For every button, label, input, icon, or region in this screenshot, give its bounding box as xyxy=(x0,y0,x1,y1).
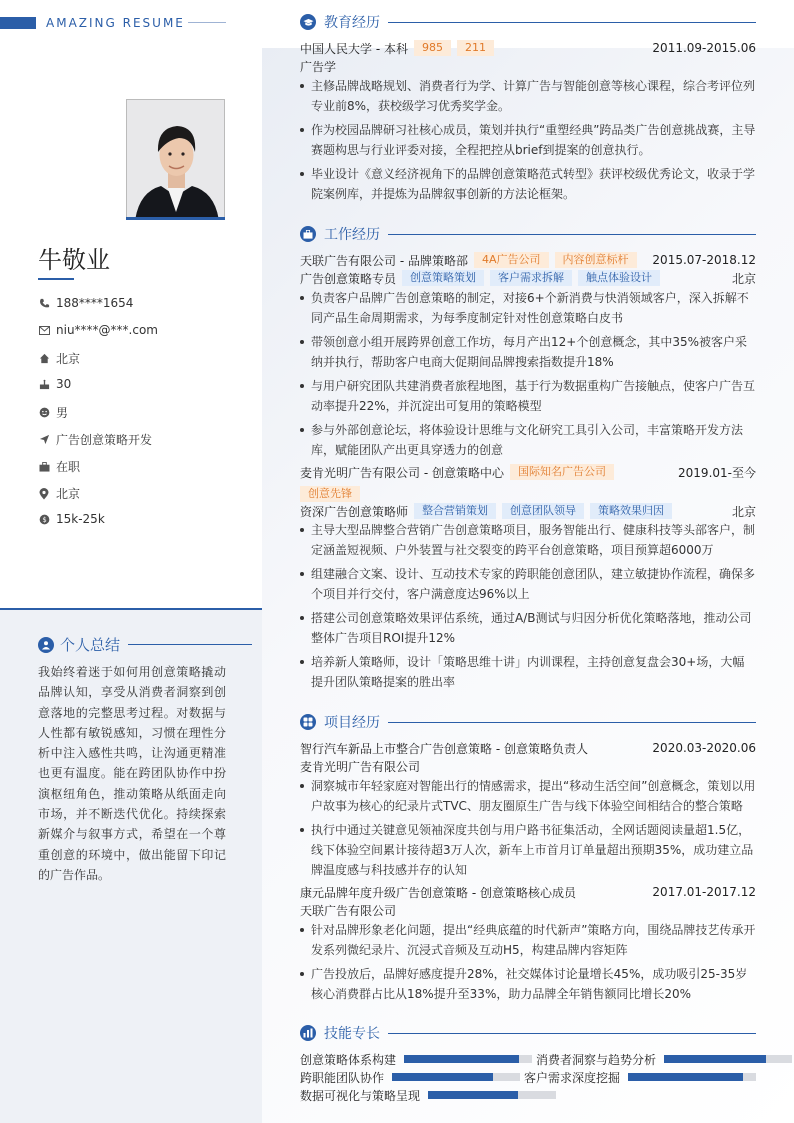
job-position-row xyxy=(300,269,756,287)
skill-bar xyxy=(628,1073,756,1081)
section-line xyxy=(388,234,756,235)
skill-name: 跨职能团队协作 xyxy=(300,1070,385,1085)
summary-title: 个人总结 xyxy=(60,636,121,654)
info-intention xyxy=(38,431,152,448)
school-tag: 985 xyxy=(414,40,451,56)
education-bullets xyxy=(300,76,756,208)
skill-name: 客户需求深度挖掘 xyxy=(524,1070,621,1085)
brand-accent-bar xyxy=(0,17,36,29)
skill-bar-fill xyxy=(628,1073,743,1081)
briefcase-icon xyxy=(38,461,50,473)
job-company-row xyxy=(300,251,756,269)
briefcase-icon xyxy=(300,226,316,242)
job-bullets xyxy=(300,288,756,464)
list-item: 毕业设计《意义经济视角下的品牌创意策略范式转型》获评校级优秀论文，收录于学院案例库，并提炼为品牌叙事创新的方法论框架。 xyxy=(300,164,756,204)
skill-bar xyxy=(428,1091,556,1099)
skill-bar xyxy=(392,1073,520,1081)
skill-bar-fill xyxy=(664,1055,766,1063)
money-icon xyxy=(38,513,50,525)
brand-title: AMAZING RESUME xyxy=(46,16,185,30)
info-text: 在职 xyxy=(56,460,81,474)
projects-title: 项目经历 xyxy=(324,715,380,731)
job-company: 天联广告有限公司 - 品牌策略部 xyxy=(300,253,468,268)
project-company-row xyxy=(300,757,756,775)
summary-title-line xyxy=(128,644,252,645)
list-item: 与用户研究团队共建消费者旅程地图，基于行为数据重构广告接触点，使客户广告互动率提升22%，并沉淀出可复用的策略模型 xyxy=(300,376,756,416)
face-icon xyxy=(38,407,50,419)
info-phone xyxy=(38,296,133,310)
company-tag: 内容创意标杆 xyxy=(555,252,637,268)
school-tag: 211 xyxy=(457,40,494,56)
info-text: 北京 xyxy=(56,352,81,366)
skill-bar xyxy=(664,1055,792,1063)
project-name-row xyxy=(300,739,756,757)
info-text: 188****1654 xyxy=(56,296,134,310)
education-major-row xyxy=(300,57,756,75)
job-bullets xyxy=(300,520,756,696)
info-home xyxy=(38,350,80,367)
list-item: 执行中通过关键意见领袖深度共创与用户路书征集活动，全网话题阅读量超1.5亿，线下体验空间累计接待超3万人次，新车上市首月订单量超出预期35%，成功建立品牌温度感与科技感并存的认知 xyxy=(300,820,756,880)
list-item: 针对品牌形象老化问题，提出“经典底蕴的时代新声”策略方向，围绕品牌技艺传承开发系列微纪录片、沉浸式音频及互动H5，构建品牌内容矩阵 xyxy=(300,920,756,960)
info-gender xyxy=(38,404,68,421)
photo-accent-bar xyxy=(126,217,225,220)
project-company: 麦肯光明广告有限公司 xyxy=(300,759,421,774)
company-tag: 创意先锋 xyxy=(300,486,360,502)
school-name: 中国人民大学 - 本科 xyxy=(300,41,408,56)
skill-item xyxy=(524,1069,756,1085)
position-tag: 整合营销策划 xyxy=(414,503,496,519)
skill-name: 数据可视化与策略呈现 xyxy=(300,1088,421,1103)
section-line xyxy=(388,22,756,23)
project-name-row xyxy=(300,883,756,901)
list-item: 洞察城市年轻家庭对智能出行的情感需求，提出“移动生活空间”创意概念，策划以用户故事为核心的纪录片式TVC、朋友圈原生广告与线下体验空间相结合的整合策略 xyxy=(300,776,756,816)
job-city: 北京 xyxy=(731,504,756,519)
skill-name: 创意策略体系构建 xyxy=(300,1052,397,1067)
education-school-row xyxy=(300,39,756,57)
company-tag: 国际知名广告公司 xyxy=(510,464,614,480)
job-position: 资深广告创意策略师 xyxy=(300,504,409,519)
list-item: 参与外部创意论坛，将体验设计思维与文化研究工具引入公司，丰富策略开发方法库，赋能团队产出更具穿透力的创意 xyxy=(300,420,756,460)
location-pin-icon xyxy=(38,488,50,500)
project-bullets xyxy=(300,920,756,1008)
education-date: 2011.09-2015.06 xyxy=(652,41,756,55)
info-age xyxy=(38,377,71,391)
user-icon xyxy=(38,637,54,653)
job-date: 2015.07-2018.12 xyxy=(652,253,756,267)
mail-icon xyxy=(38,324,50,336)
grid-icon xyxy=(300,714,316,730)
profile-name: 牛敬业 xyxy=(38,246,110,274)
phone-icon xyxy=(38,297,50,309)
summary-panel-divider xyxy=(0,608,262,610)
project-name: 智行汽车新品上市整合广告创意策略 - 创意策略负责人 xyxy=(300,741,588,756)
position-tag: 创意团队领导 xyxy=(502,503,584,519)
graduation-cap-icon xyxy=(300,14,316,30)
list-item: 组建融合文案、设计、互动技术专家的跨职能创意团队，建立敏捷协作流程，确保多个项目并行交付，客户满意度达96%以上 xyxy=(300,564,756,604)
position-tag: 触点体验设计 xyxy=(578,270,660,286)
info-text: 30 xyxy=(56,377,72,391)
company-tag: 4A广告公司 xyxy=(474,252,549,268)
project-company: 天联广告有限公司 xyxy=(300,903,397,918)
job-company-tags-row xyxy=(300,485,756,503)
info-text: 男 xyxy=(56,406,69,420)
brand-divider xyxy=(188,22,226,23)
project-company-row xyxy=(300,901,756,919)
position-tag: 客户需求拆解 xyxy=(490,270,572,286)
job-company: 麦肯光明广告有限公司 - 创意策略中心 xyxy=(300,465,504,480)
project-date: 2020.03-2020.06 xyxy=(652,741,756,755)
skill-bar-fill xyxy=(428,1091,518,1099)
project-name: 康元品牌年度升级广告创意策略 - 创意策略核心成员 xyxy=(300,885,576,900)
info-email xyxy=(38,323,158,337)
info-status xyxy=(38,458,80,475)
job-city: 北京 xyxy=(731,271,756,286)
info-text: 广告创意策略开发 xyxy=(56,433,153,447)
info-text: niu****@***.com xyxy=(56,323,158,337)
skill-name: 消费者洞察与趋势分析 xyxy=(536,1052,657,1067)
list-item: 培养新人策略师，设计「策略思维十讲」内训课程，主持创意复盘会30+场，大幅提升团队策略提案的胜出率 xyxy=(300,652,756,692)
skills-heading xyxy=(300,1023,756,1043)
info-salary xyxy=(38,512,105,526)
list-item: 广告投放后，品牌好感度提升28%，社交媒体讨论量增长45%，成功吸引25-35岁核心消费群占比从18%提升至33%，助力品牌全年销售额同比增长20% xyxy=(300,964,756,1004)
skill-item xyxy=(536,1051,792,1067)
work-heading xyxy=(300,224,756,244)
project-bullets xyxy=(300,776,756,884)
education-heading xyxy=(300,12,756,32)
major: 广告学 xyxy=(300,59,337,74)
section-line xyxy=(388,722,756,723)
cake-icon xyxy=(38,378,50,390)
info-text: 15k-25k xyxy=(56,512,105,526)
svg-text:$: $ xyxy=(41,515,47,524)
list-item: 负责客户品牌广告创意策略的制定，对接6+个新消费与快消领域客户，深入拆解不同产品生命周期需求，为每季度制定针对性创意策略白皮书 xyxy=(300,288,756,328)
skill-item xyxy=(300,1069,520,1085)
skills-title: 技能专长 xyxy=(324,1026,380,1042)
portrait-illustration xyxy=(127,100,225,220)
info-city xyxy=(38,485,80,502)
skill-bar-fill xyxy=(404,1055,519,1063)
job-position: 广告创意策略专员 xyxy=(300,271,397,286)
send-icon xyxy=(38,434,50,446)
summary-heading xyxy=(38,634,252,655)
project-date: 2017.01-2017.12 xyxy=(652,885,756,899)
list-item: 主导大型品牌整合营销广告创意策略项目，服务智能出行、健康科技等头部客户，制定涵盖短视频、户外装置与社交裂变的跨平台创意策略，项目预算超6000万 xyxy=(300,520,756,560)
skill-item xyxy=(300,1051,532,1067)
education-title: 教育经历 xyxy=(324,15,380,31)
job-position-row xyxy=(300,502,756,520)
profile-photo xyxy=(126,99,225,220)
work-title: 工作经历 xyxy=(324,227,380,243)
job-company-row xyxy=(300,463,756,481)
name-underline xyxy=(38,278,74,280)
list-item: 作为校园品牌研习社核心成员，策划并执行“重塑经典”跨品类广告创意挑战赛，主导赛题构思与行业评委对接，全程把控从brief到提案的创意执行。 xyxy=(300,120,756,160)
home-icon xyxy=(38,353,50,365)
info-text: 北京 xyxy=(56,487,81,501)
skill-bar xyxy=(404,1055,532,1063)
bar-chart-icon xyxy=(300,1025,316,1041)
skill-bar-fill xyxy=(392,1073,493,1081)
summary-text: 我始终着迷于如何用创意策略撬动品牌认知，享受从消费者洞察到创意落地的完整思考过程。对数据与人性都有敏锐感知，习惯在理性分析中注入感性共鸣，让沟通更精准也更有温度。能在跨团队协作中扮演枢纽角色，推动策略从纸面走向市场，并不断迭代优化。持续探索新媒介与叙事方式，希望在一个尊重创意的环境中，做出能留下印记的广告作品。 xyxy=(38,665,226,882)
skill-item xyxy=(300,1087,556,1103)
list-item: 搭建公司创意策略效果评估系统，通过A/B测试与归因分析优化策略落地，推动公司整体广告项目ROI提升12% xyxy=(300,608,756,648)
projects-heading xyxy=(300,712,756,732)
position-tag: 策略效果归因 xyxy=(590,503,672,519)
list-item: 主修品牌战略规划、消费者行为学、计算广告与智能创意等核心课程，综合考评位列专业前8%，获校级学习优秀奖学金。 xyxy=(300,76,756,116)
section-line xyxy=(388,1033,756,1034)
job-date: 2019.01-至今 xyxy=(678,465,756,480)
position-tag: 创意策略策划 xyxy=(402,270,484,286)
list-item: 带领创意小组开展跨界创意工作坊，每月产出12+个创意概念，其中35%被客户采纳并执行，帮助客户电商大促期间品牌搜索指数提升18% xyxy=(300,332,756,372)
